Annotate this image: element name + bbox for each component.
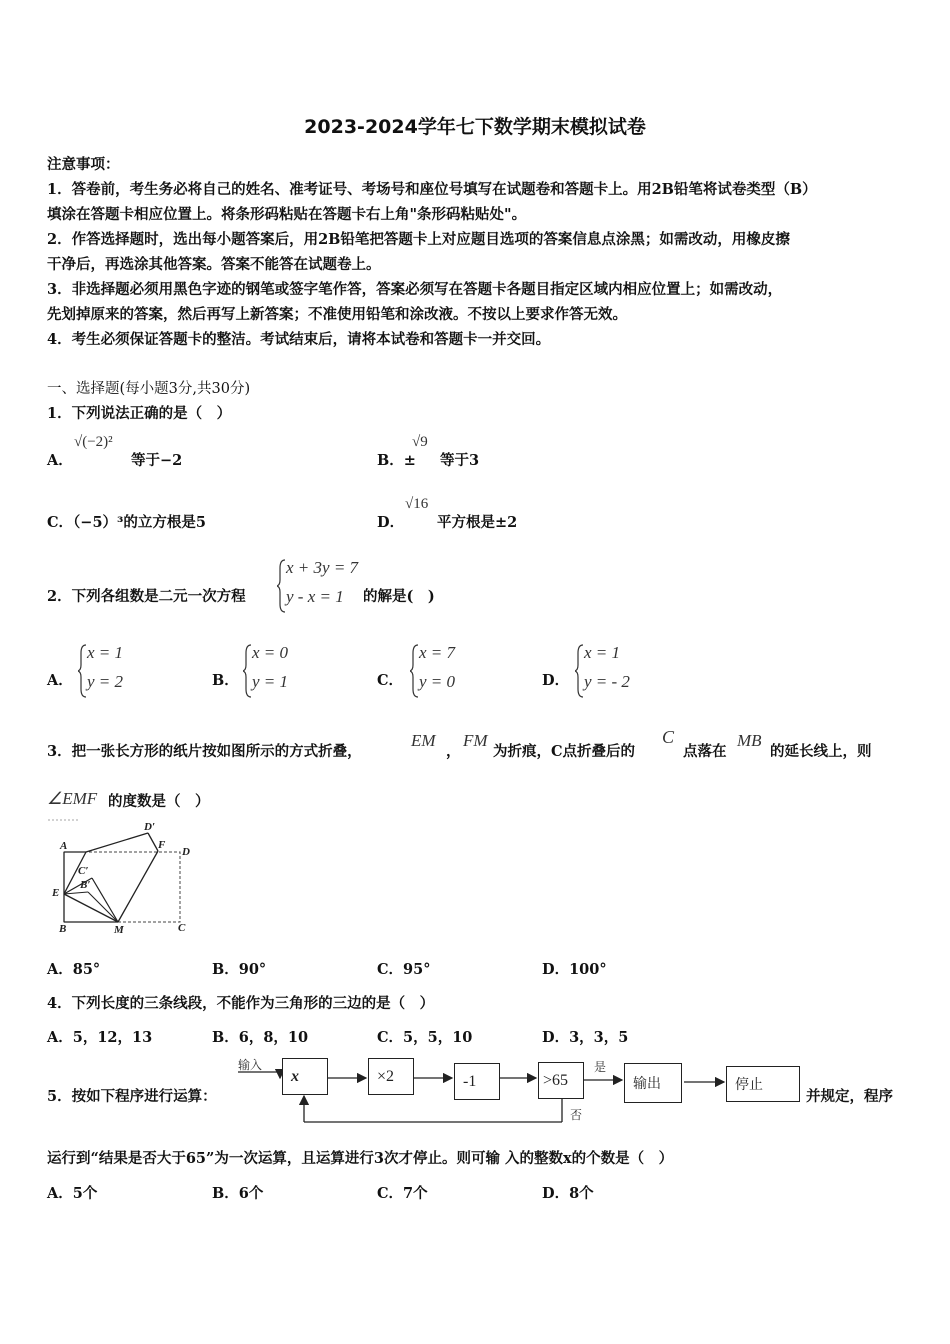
question-5-stem: 5．按如下程序进行运算： — [47, 1088, 217, 1105]
q4-option-a: A．5，12，13 — [47, 1029, 153, 1046]
q5-option-c: C．7个 — [377, 1185, 428, 1202]
q1-option-d-math: √16 — [405, 496, 429, 512]
notice-line: 3．非选择题必须用黑色字迹的钢笔或签字笔作答，答案必须写在答题卡各题目指定区域内相应位置上；如需改动， — [47, 281, 783, 298]
figure-label-c: C — [178, 922, 186, 934]
flow-box-output: 输出 — [624, 1063, 682, 1103]
equation-2: y - x = 1 — [286, 587, 344, 606]
q4-option-c: C．5，5，10 — [377, 1029, 473, 1046]
question-4-stem: 4．下列长度的三条线段，不能作为三角形的三边的是（ ） — [47, 995, 435, 1012]
q1-option-c: C．（−5）³的立方根是5 — [47, 514, 206, 531]
system-row: y = 1 — [252, 672, 289, 691]
page-title: 2023-2024学年七下数学期末模拟试卷 — [304, 116, 646, 138]
q2-option-d-label: D． — [542, 672, 570, 689]
q5-option-b: B．6个 — [212, 1185, 264, 1202]
figure-label-f: F — [158, 839, 166, 851]
notice-line: 4．考生必须保证答题卡的整洁。考试结束后，请将本试卷和答题卡一并交回。 — [47, 331, 551, 348]
figure-label-m: M — [114, 924, 124, 936]
q3-option-a: A．85° — [47, 961, 101, 978]
figure-label-e: E — [52, 887, 60, 899]
question-3-stem-part: 点落在 — [683, 743, 727, 760]
q2-option-c-system — [410, 643, 470, 699]
question-3-stem-part: 为折痕，C点折叠后的 — [493, 743, 636, 760]
question-3-stem-part: 3．把一张长方形的纸片按如图所示的方式折叠， — [47, 743, 362, 760]
figure-label-d-prime: D′ — [144, 821, 156, 833]
flow-box-times2: ×2 — [368, 1058, 414, 1095]
q1-option-b-math: √9 — [412, 434, 428, 450]
q2-option-b-label: B． — [212, 672, 239, 689]
question-5-stem-tail: 并规定，程序 — [806, 1088, 893, 1105]
q2-option-a-label: A． — [47, 672, 73, 689]
q2-option-b-system — [243, 643, 303, 699]
question-3-stem-part: ， — [446, 743, 461, 760]
notice-line: 干净后，再选涂其他答案。答案不能答在试题卷上。 — [47, 256, 381, 273]
notice-line: 1．答卷前，考生务必将自己的姓名、准考证号、考场号和座位号填写在试题卷和答题卡上。用2B铅笔将试卷类型（B） — [47, 181, 817, 198]
segment-mb: MB — [737, 731, 762, 750]
question-2-tail: 的解是( ) — [363, 588, 435, 605]
figure-label-d: D — [182, 846, 190, 858]
system-row: y = 2 — [87, 672, 124, 691]
system-row: x = 1 — [584, 643, 621, 662]
q1-option-a-label: A． — [47, 452, 73, 469]
flowchart — [236, 1052, 806, 1124]
question-2-stem: 2．下列各组数是二元一次方程 — [47, 588, 246, 605]
q1-option-b-label: B．± — [377, 452, 416, 469]
q4-option-d: D．3，3，5 — [542, 1029, 629, 1046]
question-1-stem: 1．下列说法正确的是（ ） — [47, 405, 232, 422]
equation-system — [277, 558, 367, 614]
folding-figure — [44, 818, 194, 940]
segment-em: EM — [411, 731, 436, 750]
notice-line: 先划掉原来的答案，然后再写上新答案；不准使用铅笔和涂改液。不按以上要求作答无效。 — [47, 306, 627, 323]
flow-box-stop: 停止 — [726, 1066, 800, 1102]
point-c: C — [662, 727, 675, 747]
equation-1: x + 3y = 7 — [286, 558, 359, 577]
system-row: y = 0 — [419, 672, 456, 691]
folding-diagram — [44, 818, 194, 940]
flow-yes-label: 是 — [594, 1060, 607, 1074]
question-3-stem-part: 的延长线上，则 — [770, 743, 872, 760]
angle-emf: ∠EMF — [47, 789, 98, 808]
q3-option-b: B．90° — [212, 961, 267, 978]
q3-option-c: C．95° — [377, 961, 431, 978]
q1-option-a-math: √(−2)² — [74, 434, 113, 450]
q1-option-d-label: D． — [377, 514, 405, 531]
flow-input-label: 输入 — [238, 1058, 263, 1072]
q2-option-a-system — [78, 643, 138, 699]
notice-line: 2．作答选择题时，选出每小题答案后，用2B铅笔把答题卡上对应题目选项的答案信息点涂黑；如需改动，用橡皮擦 — [47, 231, 790, 248]
q3-option-d: D．100° — [542, 961, 607, 978]
flow-box-gt65: >65 — [538, 1062, 584, 1099]
flow-box-x: x — [282, 1058, 328, 1095]
q2-option-c-label: C． — [377, 672, 404, 689]
flow-box-minus1: -1 — [454, 1063, 500, 1100]
figure-label-b-prime: B′ — [80, 879, 91, 891]
system-row: x = 7 — [419, 643, 456, 662]
question-5-line-2: 运行到“结果是否大于65”为一次运算，且运算进行3次才停止。则可输 入的整数x的个数是（ ） — [47, 1150, 674, 1167]
q1-option-b-text: 等于3 — [440, 452, 480, 469]
system-row: x = 0 — [252, 643, 289, 662]
q4-option-b: B．6，8，10 — [212, 1029, 309, 1046]
section-heading: 一、选择题(每小题3分,共30分) — [47, 381, 251, 397]
q1-option-d-text: 平方根是±2 — [437, 514, 518, 531]
notice-heading: 注意事项： — [47, 156, 120, 173]
figure-label-b: B — [59, 923, 67, 935]
notice-line: 填涂在答题卡相应位置上。将条形码粘贴在答题卡右上角"条形码粘贴处"。 — [47, 206, 527, 223]
figure-label-a: A — [60, 840, 68, 852]
q5-option-d: D．8个 — [542, 1185, 594, 1202]
q2-option-d-system — [575, 643, 645, 699]
system-row: y = - 2 — [584, 672, 630, 691]
segment-fm: FM — [463, 731, 488, 750]
q5-option-a: A．5个 — [47, 1185, 98, 1202]
q1-option-a-text: 等于−2 — [131, 452, 183, 469]
figure-label-c-prime: C′ — [78, 865, 89, 877]
flow-no-label: 否 — [570, 1108, 583, 1122]
question-3-stem-part: 的度数是（ ） — [108, 793, 210, 810]
system-row: x = 1 — [87, 643, 124, 662]
